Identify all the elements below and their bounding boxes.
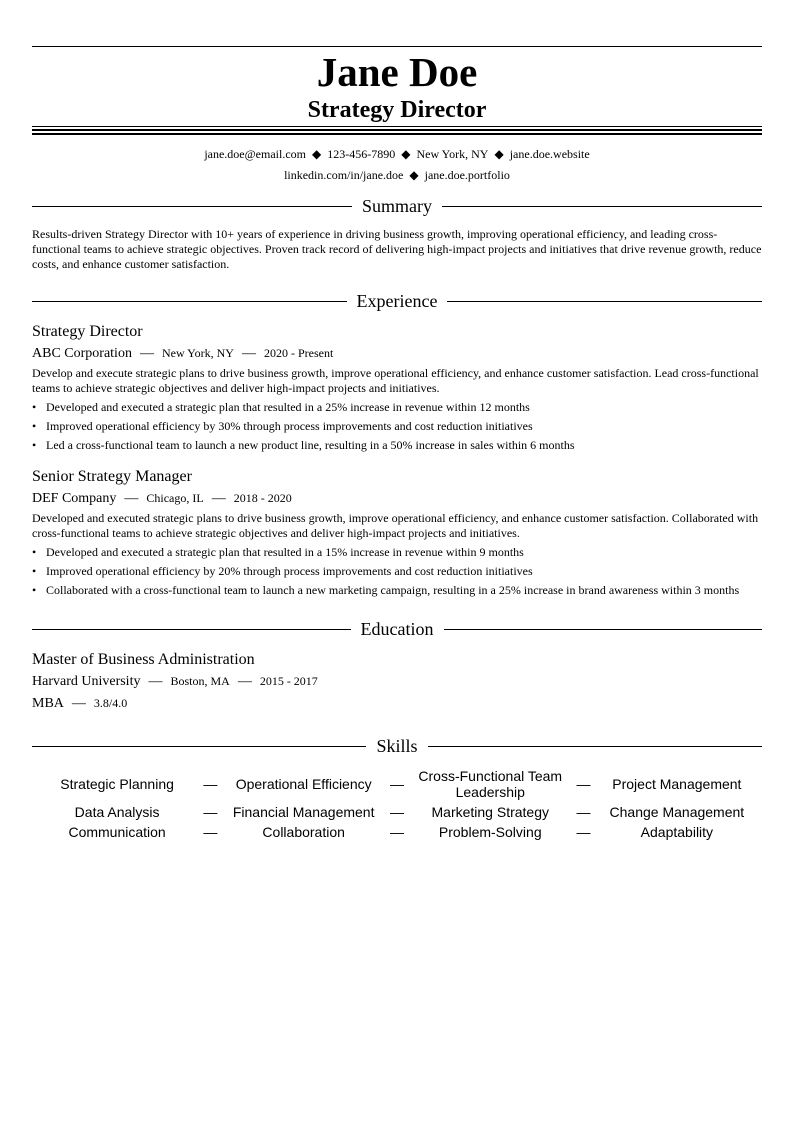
skill-item: Operational Efficiency — [235, 776, 372, 792]
skill-item: Financial Management — [232, 804, 375, 820]
top-rule — [32, 46, 762, 47]
skill-item: Adaptability — [640, 824, 714, 840]
candidate-title: Strategy Director — [307, 97, 487, 123]
skills-table — [32, 766, 762, 842]
phone-number: 123-456-7890 — [327, 147, 396, 161]
diamond-separator-icon: ◆ — [494, 147, 504, 161]
skill-item: Communication — [68, 824, 166, 840]
job-entry — [32, 322, 762, 453]
job-dates: 2020 - Present — [263, 346, 334, 360]
skill-item: Strategic Planning — [60, 776, 174, 792]
dash-separator: — — [148, 674, 163, 689]
candidate-name: Jane Doe — [316, 49, 478, 95]
job-meta — [32, 344, 762, 363]
skill-item: Cross-Functional Team Leadership — [418, 768, 563, 800]
skills-heading — [32, 735, 762, 757]
bullet-icon: • — [32, 583, 37, 597]
bullet-icon: • — [32, 438, 37, 452]
summary-heading — [32, 195, 762, 217]
dash-separator: — — [203, 824, 218, 840]
bullet-icon: • — [32, 564, 37, 578]
degree-title: Master of Business Administration — [32, 651, 255, 668]
dash-separator: — — [71, 696, 86, 711]
skill-item: Problem-Solving — [438, 824, 542, 840]
website-link[interactable]: jane.doe.website — [509, 147, 590, 161]
job-location: Chicago, IL — [146, 491, 204, 505]
education-heading — [32, 618, 762, 640]
diamond-separator-icon: ◆ — [401, 147, 411, 161]
portfolio-link[interactable]: jane.doe.portfolio — [424, 168, 510, 182]
job-entry — [32, 467, 762, 598]
bullet-icon: • — [32, 545, 37, 559]
job-meta — [32, 489, 762, 508]
education-meta — [32, 672, 762, 691]
dash-separator: — — [211, 491, 226, 506]
list-item: • Improved operational efficiency by 20% through process improvements and cost reduction initiatives — [32, 564, 533, 578]
job-dates: 2018 - 2020 — [233, 491, 292, 505]
location: New York, NY — [416, 147, 489, 161]
education-heading-label: Education — [360, 619, 434, 639]
list-item: • Improved operational efficiency by 30% through process improvements and cost reduction initiatives — [32, 419, 533, 433]
dash-separator: — — [389, 776, 404, 792]
dash-separator: — — [237, 674, 252, 689]
job-title: Senior Strategy Manager — [32, 468, 192, 485]
dash-separator: — — [203, 776, 218, 792]
dash-separator: — — [576, 776, 591, 792]
diamond-separator-icon: ◆ — [312, 147, 322, 161]
dash-separator: — — [576, 804, 591, 820]
linkedin-link[interactable]: linkedin.com/in/jane.doe — [284, 168, 404, 182]
table-row — [32, 766, 762, 802]
dash-separator: — — [241, 346, 256, 361]
job-bullets — [32, 399, 762, 453]
dash-separator: — — [576, 824, 591, 840]
dash-separator: — — [389, 824, 404, 840]
table-row — [32, 802, 762, 822]
resume-page — [32, 46, 762, 842]
bullet-icon: • — [32, 419, 37, 433]
skill-item: Project Management — [612, 776, 742, 792]
list-item: • Collaborated with a cross-functional team to launch a new marketing campaign, resulting in a 25% increase in brand awareness within 3 months — [32, 583, 740, 597]
dash-separator: — — [389, 804, 404, 820]
job-title: Strategy Director — [32, 323, 143, 340]
job-bullets — [32, 544, 762, 598]
skills-heading-label: Skills — [376, 736, 418, 756]
table-row — [32, 822, 762, 842]
header-divider — [32, 126, 762, 135]
school-name: Harvard University — [32, 674, 141, 689]
skill-item: Marketing Strategy — [431, 804, 549, 820]
bullet-icon: • — [32, 400, 37, 414]
degree-abbreviation: MBA — [32, 696, 64, 711]
skill-item: Collaboration — [262, 824, 345, 840]
school-location: Boston, MA — [170, 674, 230, 688]
summary-text: Results-driven Strategy Director with 10+ years of experience in driving business growth, improving operational efficiency, and leading cross-functional teams to achieve strategic objectives. Proven track record of delivering high-impact projects and initiatives that drive revenue growth, reduce costs, and enhance customer satisfaction. — [32, 227, 762, 271]
email-link[interactable]: jane.doe@email.com — [204, 147, 306, 161]
job-description: Develop and execute strategic plans to drive business growth, improve operational efficiency, and enhance customer satisfaction. Lead cross-functional teams to achieve strategic objectives and deliver high-impact projects and initiatives. — [32, 366, 759, 395]
skill-item: Data Analysis — [74, 804, 160, 820]
list-item: • Developed and executed a strategic plan that resulted in a 15% increase in revenue within 9 months — [32, 545, 524, 559]
summary-heading-label: Summary — [362, 196, 432, 216]
diamond-separator-icon: ◆ — [409, 168, 419, 182]
experience-heading-label: Experience — [356, 291, 438, 311]
job-location: New York, NY — [161, 346, 234, 360]
company-name: ABC Corporation — [32, 346, 132, 361]
dash-separator: — — [139, 346, 154, 361]
list-item: • Led a cross-functional team to launch a new product line, resulting in a 50% increase in sales within 6 months — [32, 438, 575, 452]
contact-line-2 — [32, 167, 762, 183]
skill-item: Change Management — [609, 804, 745, 820]
education-extra — [32, 694, 762, 713]
dash-separator: — — [124, 491, 139, 506]
gpa: 3.8/4.0 — [93, 696, 128, 710]
experience-heading — [32, 290, 762, 312]
company-name: DEF Company — [32, 491, 117, 506]
dash-separator: — — [203, 804, 218, 820]
job-description: Developed and executed strategic plans to drive business growth, improve operational efficiency, and enhance customer satisfaction. Collaborated with cross-functional teams to achieve strategic objectives and deliver high-impact projects and initiatives. — [32, 511, 759, 540]
list-item: • Developed and executed a strategic plan that resulted in a 25% increase in revenue within 12 months — [32, 400, 530, 414]
education-dates: 2015 - 2017 — [259, 674, 318, 688]
contact-line-1 — [32, 146, 762, 162]
